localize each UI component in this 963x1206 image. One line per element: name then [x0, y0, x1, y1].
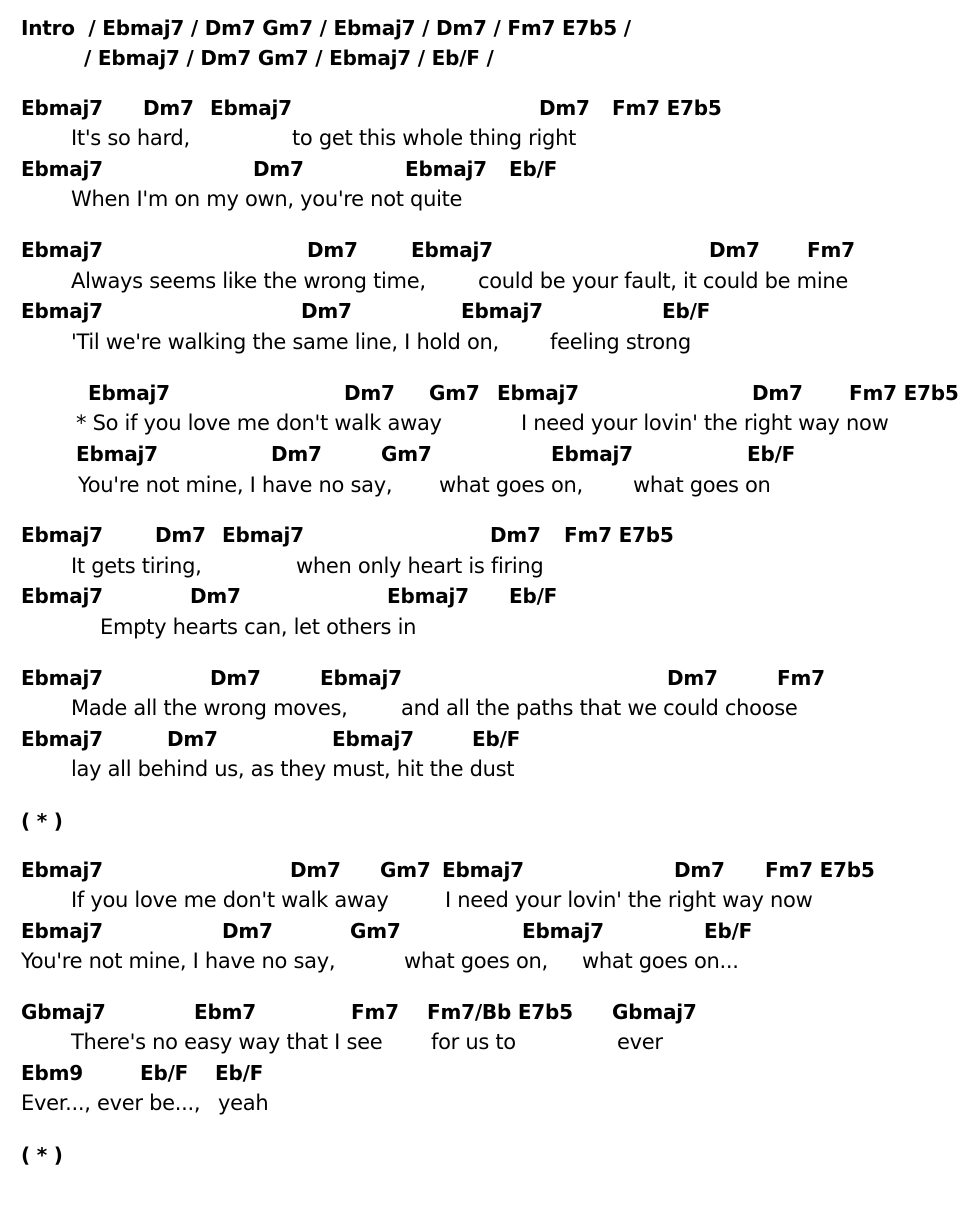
chord-label: Dm7	[301, 299, 352, 323]
lyric-text: 'Til we're walking the same line, I hold on,	[71, 330, 499, 354]
chord-label: Dm7	[290, 858, 341, 882]
lyric-text: what goes on,	[404, 949, 548, 973]
chord-label: Dm7	[709, 238, 760, 262]
chord-label: Ebmaj7	[411, 238, 493, 262]
chord-line	[0, 1002, 963, 1028]
lyric-text: Made all the wrong moves,	[71, 696, 348, 720]
lyric-text: to get this whole thing right	[292, 126, 577, 150]
chord-line	[0, 301, 963, 327]
chord-label: Dm7	[539, 96, 590, 120]
chord-label: Fm7 E7b5	[849, 381, 959, 405]
chord-label: Ebmaj7	[405, 157, 487, 181]
lyric-text: Always seems like the wrong time,	[71, 269, 426, 293]
lyric-text: when only heart is firing	[296, 554, 544, 578]
lyric-text: what goes on	[633, 473, 771, 497]
chord-label: Ebmaj7	[461, 299, 543, 323]
chord-label: Ebmaj7	[21, 299, 103, 323]
chord-label: Fm7 E7b5	[564, 523, 674, 547]
chord-label: Ebmaj7	[387, 584, 469, 608]
chord-label: Eb/F	[662, 299, 711, 323]
chord-label: Gm7	[381, 442, 432, 466]
lyric-line	[0, 890, 963, 916]
lyric-text: If you love me don't walk away	[71, 888, 389, 912]
intro-line-1: Intro / Ebmaj7 / Dm7 Gm7 / Ebmaj7 / Dm7 / Fm7 E7b5 /	[21, 16, 631, 40]
chord-label: Fm7/Bb E7b5	[427, 1000, 573, 1024]
chord-label: Dm7	[344, 381, 395, 405]
chord-label: Fm7	[777, 666, 825, 690]
lyric-line	[0, 1032, 963, 1058]
chord-label: Eb/F	[472, 727, 521, 751]
chord-line	[0, 811, 963, 837]
chord-label: Eb/F	[509, 157, 558, 181]
chord-label: Ebmaj7	[442, 858, 524, 882]
lyric-text: Empty hearts can, let others in	[100, 615, 417, 639]
chord-label: Fm7 E7b5	[612, 96, 722, 120]
chord-label: Ebmaj7	[21, 666, 103, 690]
chord-label: Ebmaj7	[551, 442, 633, 466]
chord-line	[0, 98, 963, 124]
chord-label: Gm7	[429, 381, 480, 405]
chord-label: Ebmaj7	[21, 523, 103, 547]
chord-label: Eb/F	[509, 584, 558, 608]
chord-label: Ebm9	[21, 1061, 83, 1085]
intro-line-2: / Ebmaj7 / Dm7 Gm7 / Ebmaj7 / Eb/F /	[84, 46, 494, 70]
chord-line	[0, 383, 963, 409]
lyric-text: * So if you love me don't walk away	[76, 411, 442, 435]
lyric-text: You're not mine, I have no say,	[21, 949, 336, 973]
lyric-line	[0, 698, 963, 724]
chord-label: ( * )	[21, 1143, 63, 1167]
lyric-text: You're not mine, I have no say,	[78, 473, 393, 497]
lyric-text: Ever..., ever be...,	[21, 1091, 201, 1115]
chord-label: Dm7	[490, 523, 541, 547]
chord-label: Ebmaj7	[21, 919, 103, 943]
chord-label: Ebmaj7	[76, 442, 158, 466]
lyric-text: I need your lovin' the right way now	[521, 411, 889, 435]
chord-label: Ebmaj7	[21, 858, 103, 882]
chord-label: Ebmaj7	[320, 666, 402, 690]
chord-line	[0, 668, 963, 694]
chord-line	[0, 860, 963, 886]
chord-line	[0, 921, 963, 947]
lyric-line	[0, 189, 963, 215]
lyric-line	[0, 413, 963, 439]
chord-label: Ebmaj7	[497, 381, 579, 405]
chord-label: Ebmaj7	[21, 584, 103, 608]
chord-line	[0, 1145, 963, 1171]
lyric-text: and all the paths that we could choose	[401, 696, 798, 720]
chord-label: Dm7	[752, 381, 803, 405]
lyric-line	[0, 128, 963, 154]
chord-label: Ebmaj7	[222, 523, 304, 547]
lyric-line	[0, 475, 963, 501]
lyric-line	[0, 556, 963, 582]
chord-label: Fm7 E7b5	[765, 858, 875, 882]
lyric-line	[0, 332, 963, 358]
chord-label: Dm7	[222, 919, 273, 943]
chord-line	[0, 729, 963, 755]
chord-label: Ebm7	[194, 1000, 256, 1024]
chord-label: Eb/F	[140, 1061, 189, 1085]
lyric-text: It's so hard,	[71, 126, 190, 150]
chord-label: Gbmaj7	[21, 1000, 106, 1024]
lyric-text: I need your lovin' the right way now	[445, 888, 813, 912]
lyric-line	[0, 759, 963, 785]
chord-label: Gm7	[380, 858, 431, 882]
chord-label: Dm7	[167, 727, 218, 751]
lyric-text: yeah	[218, 1091, 269, 1115]
lyric-text: could be your fault, it could be mine	[478, 269, 848, 293]
chord-label: Ebmaj7	[332, 727, 414, 751]
chord-label: Gm7	[350, 919, 401, 943]
chord-label: Dm7	[307, 238, 358, 262]
chord-label: Dm7	[667, 666, 718, 690]
chord-line	[0, 159, 963, 185]
chord-line	[0, 240, 963, 266]
chord-label: Eb/F	[704, 919, 753, 943]
chord-label: Dm7	[253, 157, 304, 181]
chord-label: Eb/F	[215, 1061, 264, 1085]
chord-label: Ebmaj7	[210, 96, 292, 120]
chord-label: Eb/F	[747, 442, 796, 466]
chord-line	[0, 1063, 963, 1089]
lyric-text: what goes on,	[439, 473, 583, 497]
lyric-text: ever	[617, 1030, 663, 1054]
chord-label: Dm7	[143, 96, 194, 120]
lyric-line	[0, 1093, 963, 1119]
chord-label: Gbmaj7	[612, 1000, 697, 1024]
chord-label: Ebmaj7	[21, 96, 103, 120]
lyric-text: There's no easy way that I see	[71, 1030, 383, 1054]
chord-label: Dm7	[155, 523, 206, 547]
chord-line	[0, 525, 963, 551]
chord-label: Dm7	[190, 584, 241, 608]
lyric-text: what goes on...	[582, 949, 739, 973]
lyric-text: It gets tiring,	[71, 554, 202, 578]
chord-label: Ebmaj7	[21, 238, 103, 262]
chord-label: Ebmaj7	[88, 381, 170, 405]
chord-label: Fm7	[807, 238, 855, 262]
lyric-text: feeling strong	[550, 330, 691, 354]
chord-label: Dm7	[271, 442, 322, 466]
lyric-line	[0, 271, 963, 297]
chord-label: Ebmaj7	[21, 157, 103, 181]
chord-line	[0, 444, 963, 470]
chord-label: Ebmaj7	[21, 727, 103, 751]
chord-label: Dm7	[674, 858, 725, 882]
lyric-line	[0, 617, 963, 643]
lyric-line	[0, 951, 963, 977]
chord-label: Fm7	[351, 1000, 399, 1024]
chord-label: Dm7	[210, 666, 261, 690]
chord-label: ( * )	[21, 809, 63, 833]
chord-line	[0, 586, 963, 612]
lyric-text: When I'm on my own, you're not quite	[71, 187, 463, 211]
lyric-text: lay all behind us, as they must, hit the dust	[71, 757, 515, 781]
lyric-text: for us to	[431, 1030, 516, 1054]
chord-label: Ebmaj7	[522, 919, 604, 943]
